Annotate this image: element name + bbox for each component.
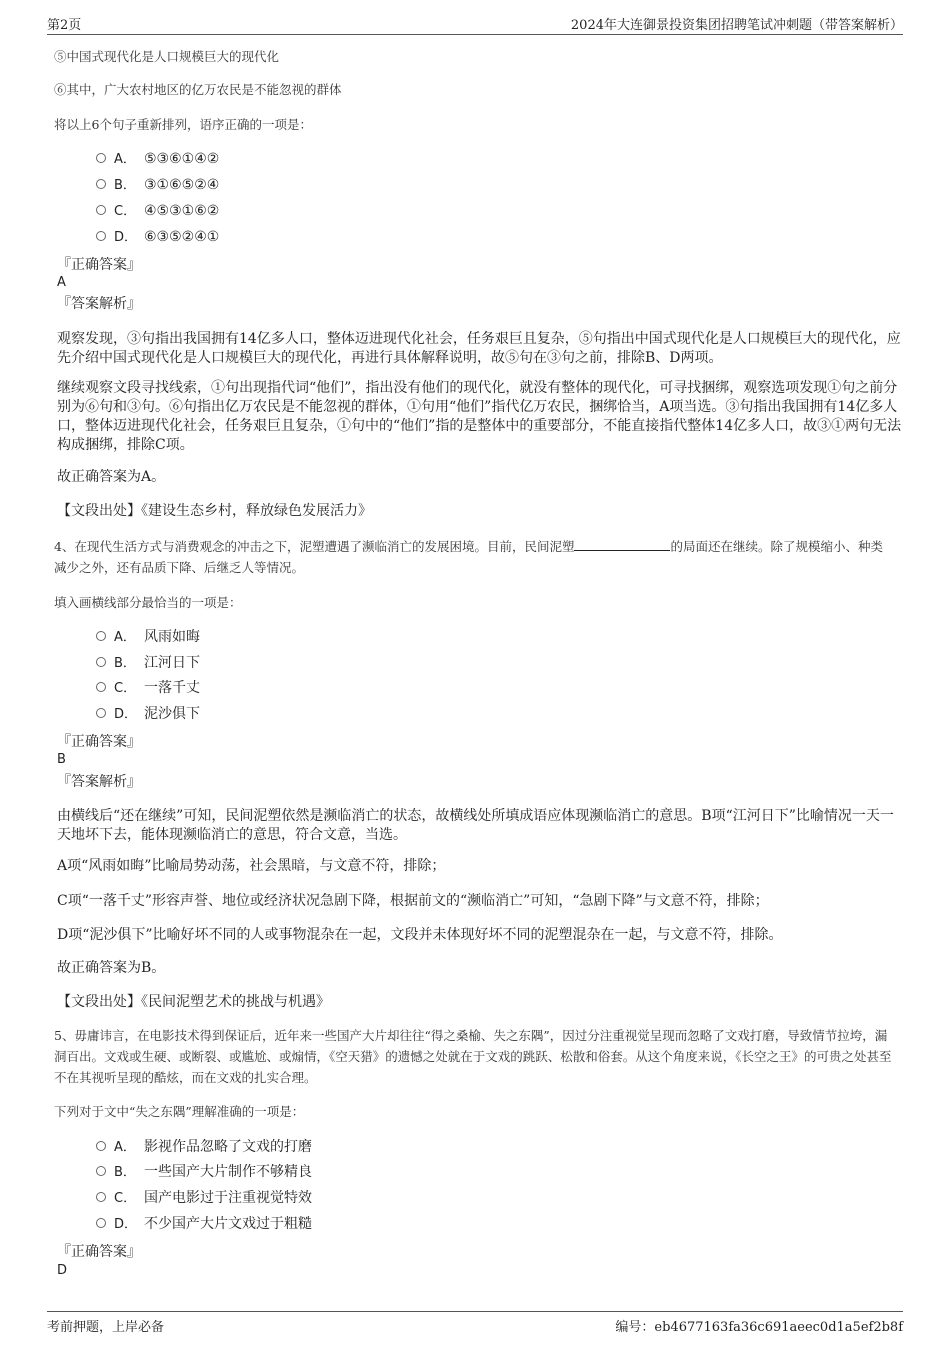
option-d[interactable]: D． 不少国产大片文戏过于粗糙 bbox=[96, 1214, 312, 1234]
radio-icon[interactable] bbox=[96, 631, 106, 641]
option-c[interactable]: C． 国产电影过于注重视觉特效 bbox=[96, 1188, 312, 1208]
option-b[interactable]: B． 江河日下 bbox=[96, 653, 200, 673]
question-stem: 4、在现代生活方式与消费观念的冲击之下，泥塑遭遇了濒临消亡的发展困境。目前，民间泥塑 的局面还在继续。除了规模缩小、种类减少之外，还有品质下降、后继乏人等情况。 bbox=[54, 539, 883, 575]
option-a[interactable]: A． ⑤③⑥①④② bbox=[96, 149, 219, 169]
answer-value: D bbox=[57, 1263, 68, 1278]
page-header bbox=[47, 14, 903, 35]
radio-icon[interactable] bbox=[96, 657, 106, 667]
answer-label: 『正确答案』 bbox=[57, 734, 141, 750]
answer-value: B bbox=[57, 752, 66, 767]
analysis-paragraph: A项“风雨如晦”比喻局势动荡，社会黑暗，与文意不符，排除； bbox=[57, 858, 446, 874]
document-title: 2024年大连御景投资集团招聘笔试冲刺题（带答案解析） bbox=[570, 18, 903, 33]
radio-icon[interactable] bbox=[96, 1218, 106, 1228]
option-d[interactable]: D． 泥沙俱下 bbox=[96, 704, 200, 724]
radio-icon[interactable] bbox=[96, 1141, 106, 1151]
option-a[interactable]: A． 影视作品忽略了文戏的打磨 bbox=[96, 1137, 312, 1157]
radio-icon[interactable] bbox=[96, 1192, 106, 1202]
answer-value: A bbox=[57, 275, 66, 290]
answer-label: 『正确答案』 bbox=[57, 1244, 141, 1260]
analysis-paragraph: 由横线后“还在继续”可知，民间泥塑依然是濒临消亡的状态，故横线处所填成语应体现濒临消亡的意思。B项“江河日下”比喻情况一天一天地坏下去，能体现濒临消亡的意思，符合文意，当选。 bbox=[57, 808, 894, 843]
page-number: 第2页 bbox=[47, 18, 82, 33]
fill-blank bbox=[574, 538, 670, 551]
analysis-paragraph: C项“一落千丈”形容声誉、地位或经济状况急剧下降，根据前文的“濒临消亡”可知，“急剧下降”与文意不符，排除； bbox=[57, 893, 769, 909]
radio-icon[interactable] bbox=[96, 205, 106, 215]
option-a[interactable]: A． 风雨如晦 bbox=[96, 627, 200, 647]
question-prompt: 将以上6个句子重新排列，语序正确的一项是： bbox=[54, 117, 312, 132]
option-c[interactable]: C． ④⑤③①⑥② bbox=[96, 201, 219, 221]
radio-icon[interactable] bbox=[96, 682, 106, 692]
document-code: 编号：eb4677163fa36c691aeec0d1a5ef2b8f bbox=[615, 1320, 903, 1335]
analysis-label: 『答案解析』 bbox=[57, 774, 141, 790]
option-d[interactable]: D． ⑥③⑤②④① bbox=[96, 227, 219, 247]
sentence-5: ⑤中国式现代化是人口规模巨大的现代化 bbox=[54, 49, 280, 64]
radio-icon[interactable] bbox=[96, 153, 106, 163]
question-prompt: 填入画横线部分最恰当的一项是： bbox=[54, 595, 242, 610]
option-b[interactable]: B． ③①⑥⑤②④ bbox=[96, 175, 219, 195]
radio-icon[interactable] bbox=[96, 1166, 106, 1176]
analysis-paragraph: 继续观察文段寻找线索，①句出现指代词“他们”，指出没有他们的现代化，就没有整体的现代化，可寻找捆绑，观察选项发现①句之前分别为⑥句和③句。⑥句指出亿万农民是不能忽视的群体，①句用“他们”指代亿万农民，捆绑恰当，A项当选。③句指出我国拥有14亿多人口，整体迈进现代化社会，任务艰巨且复杂，①句中的“他们”指的是整体中的重要部分，不能直接指代整体14亿多人口，故③①两句无法构成捆绑，排除C项。 bbox=[57, 380, 902, 453]
source-citation: 【文段出处】《民间泥塑艺术的挑战与机遇》 bbox=[57, 994, 330, 1010]
conclusion: 故正确答案为B。 bbox=[57, 960, 166, 976]
sentence-6: ⑥其中，广大农村地区的亿万农民是不能忽视的群体 bbox=[54, 82, 342, 97]
page-footer bbox=[47, 1311, 903, 1340]
radio-icon[interactable] bbox=[96, 231, 106, 241]
option-c[interactable]: C． 一落千丈 bbox=[96, 678, 200, 698]
radio-icon[interactable] bbox=[96, 179, 106, 189]
analysis-paragraph: D项“泥沙俱下”比喻好坏不同的人或事物混杂在一起，文段并未体现好坏不同的泥塑混杂在一起，与文意不符，排除。 bbox=[57, 927, 783, 943]
answer-label: 『正确答案』 bbox=[57, 257, 141, 273]
option-b[interactable]: B． 一些国产大片制作不够精良 bbox=[96, 1162, 312, 1182]
question-prompt: 下列对于文中“失之东隅”理解准确的一项是： bbox=[54, 1104, 305, 1119]
analysis-label: 『答案解析』 bbox=[57, 296, 141, 312]
analysis-paragraph: 观察发现，③句指出我国拥有14亿多人口，整体迈进现代化社会，任务艰巨且复杂，⑤句指出中国式现代化是人口规模巨大的现代化，应先介绍中国式现代化是人口规模巨大的现代化，再进行具体解释说明，故⑤句在③句之前，排除B、D两项。 bbox=[57, 331, 901, 366]
question-stem: 5、毋庸讳言，在电影技术得到保证后，近年来一些国产大片却往往“得之桑榆、失之东隅”，因过分注重视觉呈现而忽略了文戏打磨，导致情节拉垮，漏洞百出。文戏或生硬、或断裂、或尴尬、或煽情，《空天猎》的遗憾之处就在于文戏的跳跃、松散和俗套。从这个角度来说，《长空之王》的可贵之处甚至不在其视听呈现的酷炫，而在文戏的扎实合理。 bbox=[54, 1028, 892, 1085]
source-citation: 【文段出处】《建设生态乡村，释放绿色发展活力》 bbox=[57, 503, 372, 519]
conclusion: 故正确答案为A。 bbox=[57, 469, 166, 485]
radio-icon[interactable] bbox=[96, 708, 106, 718]
footer-slogan: 考前押题，上岸必备 bbox=[47, 1320, 165, 1335]
